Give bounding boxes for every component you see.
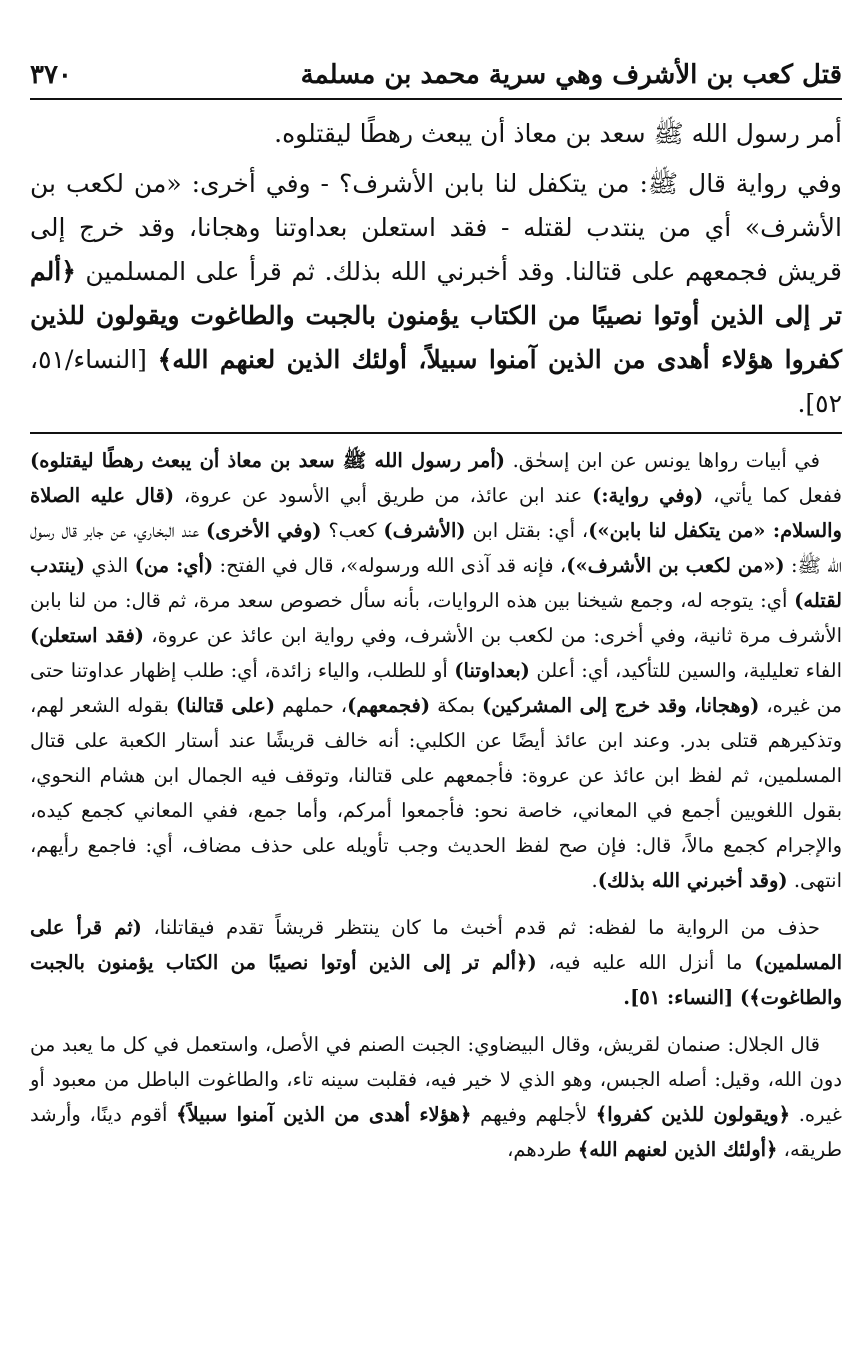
commentary-segment: كعب؟ xyxy=(321,519,384,542)
commentary-paragraph-2 xyxy=(30,910,842,1015)
main-paragraph-1: أمر رسول الله ﷺ سعد بن معاذ أن يبعث رهطًا ليقتلوه. xyxy=(274,119,842,148)
commentary-segment: الفاء تعليلية، والسين للتأكيد، أي: أعلن xyxy=(529,659,842,682)
bold-quote-segment: (وفي الأخرى) xyxy=(206,519,322,542)
commentary-segment: لأجلهم وفيهم xyxy=(471,1103,596,1126)
bold-quote-segment: (على قتالنا) xyxy=(175,694,276,717)
bold-quote-segment: ﴿ويقولون للذين كفروا﴾ xyxy=(595,1103,791,1126)
quran-verse: ﴿ألم تر إلى الذين أوتوا نصيبًا من الكتاب يؤمنون بالجبت والطاغوت ويقولون للذين كفروا هؤلاء أهدى من الذين آمنوا سبيلاً، أولئك الذين لعنهم الله﴾ xyxy=(30,257,843,374)
commentary-paragraph-1 xyxy=(30,443,842,898)
bold-quote-segment: ﴿هؤلاء أهدى من الذين آمنوا سبيلاً﴾ xyxy=(176,1103,472,1126)
verse-reference: [النساء/٥١، ٥٢]. xyxy=(30,345,842,418)
commentary-segment: بمكة xyxy=(430,694,482,717)
commentary-segment: ، أي: بقتل ابن xyxy=(465,519,589,542)
running-title: قتل كعب بن الأشرف وهي سرية محمد بن مسلمة xyxy=(300,60,842,90)
bold-quote-segment: (ينتدب لقتله) xyxy=(30,554,842,612)
bold-quote-segment: (بعداوتنا) xyxy=(454,659,530,682)
bold-quote-segment: («من لكعب بن الأشرف») xyxy=(566,554,785,577)
commentary-segment: عند البخاري، عن جابر قال رسول الله ﷺ: xyxy=(30,519,842,577)
bold-quote-segment: (وقد أخبرني الله بذلك) xyxy=(597,869,788,892)
bold-quote-segment: (أي: من) xyxy=(134,554,214,577)
bold-quote-segment: (ثم قرأ على المسلمين) xyxy=(30,916,842,974)
bold-quote-segment: (فجمعهم) xyxy=(347,694,431,717)
main-text xyxy=(30,112,842,432)
page-number: ٣٧٠ xyxy=(30,60,72,90)
commentary-segment: في أبيات رواها يونس عن ابن إسحٰق. xyxy=(505,449,820,472)
commentary-segment: قال الجلال: صنمان لقريش، وقال البيضاوي: الجبت الصنم في الأصل، واستعمل في كل ما يعبد من دون الله، وقيل: أصله الجبس، وهو الذي لا خير فيه، فقلبت سينه تاء، والطاغوت الباطل من معبود أو غيره. xyxy=(30,1033,842,1126)
main-paragraph-2 xyxy=(30,162,842,426)
bold-quote-segment: (أمر رسول الله ﷺ سعد بن معاذ أن يبعث رهطًا ليقتلوه) xyxy=(30,449,506,472)
bold-quote-segment: (﴿ألم تر إلى الذين أوتوا نصيبًا من الكتاب يؤمنون بالجبت والطاغوت﴾) [النساء: ٥١]. xyxy=(30,951,842,1009)
commentary-segment: أو للطلب، والياء زائدة، أي: طلب إظهار عداوتنا حتى من غيره، xyxy=(30,659,842,717)
commentary-segment: بقوله الشعر لهم، وتذكيرهم قتلى بدر. وعند ابن عائذ أيضًا عن الكلبي: أنه خالف قريشًا عند أستار الكعبة على قتال المسلمين، ثم لفظ ابن عائذ عن عروة: فأجمعهم على قتالنا، وتوقف فيه الجمال ابن هشام النحوي، بقول اللغويين أجمع في المعاني، خاصة نحو: فأجمعوا أمركم، وأما جمع، ففي المعاني كجمع كيده، والإجرام كجمع مالاً، قال: فإن صح لفظ الحديث وجب تأويله على حذف مضاف، أي: فاجمع رأيهم، انتهى. xyxy=(30,694,842,892)
bold-quote-segment: ﴿أولئك الذين لعنهم الله﴾ xyxy=(577,1138,778,1161)
page-header xyxy=(30,52,842,100)
commentary-segment: ، فإنه قد آذى الله ورسوله»، قال في الفتح: xyxy=(213,554,567,577)
bold-quote-segment: (قال عليه الصلاة والسلام: «من يتكفل لنا بابن») xyxy=(30,484,842,542)
commentary-paragraph-3 xyxy=(30,1027,842,1167)
commentary-segment: ففعل كما يأتي، xyxy=(703,484,842,507)
main-paragraph-2-text: وفي رواية قال ﷺ: من يتكفل لنا بابن الأشرف؟ - وفي أخرى: «من لكعب بن الأشرف» أي من ينتدب لقتله - فقد استعلن بعداوتنا وهجانا، وقد خرج إلى قريش فجمعهم على قتالنا. وقد أخبرني الله بذلك. ثم قرأ على المسلمين xyxy=(30,169,842,286)
commentary xyxy=(30,443,842,1179)
footnote-separator xyxy=(30,432,842,434)
bold-quote-segment: (الأشرف) xyxy=(383,519,466,542)
commentary-segment: . xyxy=(591,869,598,892)
commentary-segment: طردهم، xyxy=(507,1138,578,1161)
bold-quote-segment: (وهجانا، وقد خرج إلى المشركين) xyxy=(481,694,760,717)
commentary-segment: عند ابن عائذ، من طريق أبي الأسود عن عروة، xyxy=(174,484,593,507)
bold-quote-segment: (وفي رواية:) xyxy=(592,484,704,507)
commentary-segment: ، حملهم xyxy=(275,694,348,717)
commentary-segment: حذف من الرواية ما لفظه: ثم قدم أخبث ما كان ينتظر قريشاً تقدم فيقاتلنا، xyxy=(141,916,820,939)
commentary-segment: أقوم دينًا، وأرشد طريقه، xyxy=(30,1103,842,1161)
commentary-segment: ما أنزل الله عليه فيه، xyxy=(536,951,755,974)
commentary-segment: الذي xyxy=(85,554,135,577)
bold-quote-segment: (فقد استعلن) xyxy=(30,624,145,647)
commentary-segment: أي: يتوجه له، وجمع شيخنا بين هذه الروايات، بأنه سأل خصوص سعد مرة، ثم قال: من لنا بابن الأشرف مرة ثانية، وفي أخرى: من لكعب بن الأشرف، وفي رواية ابن عائذ عن عروة، xyxy=(30,589,842,647)
